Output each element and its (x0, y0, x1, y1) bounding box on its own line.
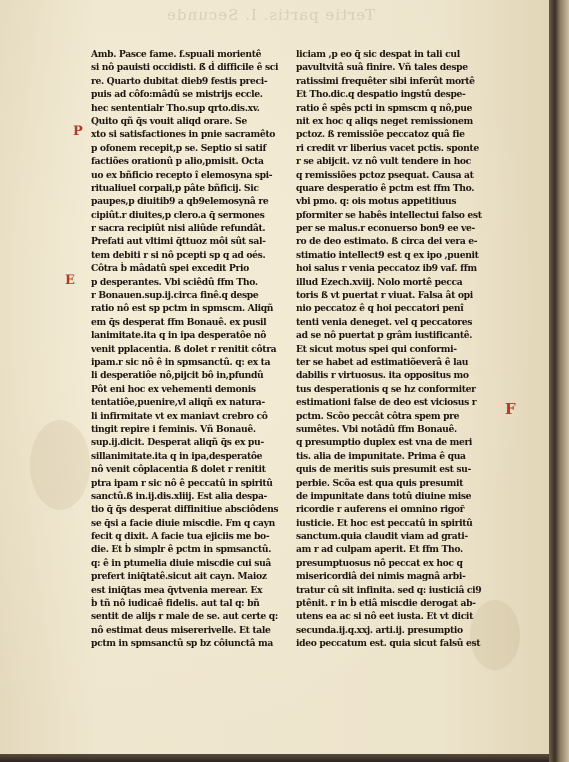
text-line: hec sententialr Tho.sup qrto.dis.xv. (91, 102, 260, 114)
text-line: ratio ê spês pcti in spmscm q nô,pue (296, 102, 473, 114)
text-line: r sacra recipiût nisi aliûde refundât. (91, 223, 266, 235)
text-line: p ofonem recepit,p se. Septio si satif (91, 142, 267, 154)
rubricated-initial-e: E (65, 273, 75, 288)
text-line: Prefati aut vltimi q̄ttuoz môi sût sal- (91, 236, 266, 248)
text-line: Côtra ḃ mâdatû spei excedit Prio (91, 263, 249, 275)
text-line: si nô pauisti occidisti. ß̄ ḋ difficile ê sci (91, 62, 279, 74)
text-line: tratur cû sit infinita. sed q: iusticiâ ci9 (296, 584, 482, 596)
text-column-left (91, 48, 286, 651)
text-line: presumptuosus nô peccat ex hoc q (296, 557, 463, 569)
text-line: fecit q dixit. A facie tua ejiciis me bo- (91, 531, 270, 543)
text-line: puis ad côfo:mâdû se mistrijs eccle. (91, 89, 263, 101)
text-line: cipiût.r diuites,p clero.a q̄ sermones (91, 209, 265, 221)
text-line: secunda.ij.q.xxj. arti.ij. presumptio (296, 624, 463, 636)
text-line: vbi pmo. q: ois motus appetitiuus (296, 196, 457, 208)
text-line: q presumptio duplex est vna de meri (296, 437, 473, 449)
text-line: li desperatiôe nô,pijcit bô in,pfundû (91, 370, 264, 382)
text-line: se q̄si a facie diuie miscdie. Fm q cayn (91, 517, 275, 529)
text-line: prefert iniq̄tatê.sicut ait cayn. Maioz (91, 571, 267, 583)
text-line: sentit de alijs r male de se. aut certe q: (91, 611, 278, 623)
text-line: tem debiti r si nô pcepti sp q ad oés. (91, 249, 266, 261)
text-line: hoi salus r venia peccatoz ib9 vaf. ffm (296, 263, 477, 275)
paper-stain (30, 420, 90, 510)
text-line: lanimitate.ita q in ipa desperatôe nô (91, 330, 267, 342)
text-line: sup.ij.dicit. Desperat aliqñ q̄s ex pu- (91, 437, 264, 449)
book-spine-edge (549, 0, 569, 762)
text-line: r Bonauen.sup.ij.circa finê.q despe (91, 290, 259, 302)
text-line: de impunitate dans totû diuine mise (296, 490, 472, 502)
text-line: ro de deo estimato. ß circa dei vera e- (296, 236, 478, 248)
text-line: sillanimitate.ita q in ipa,desperatôe (91, 450, 263, 462)
text-line: misericordiâ dei nimis magnâ arbi- (296, 571, 466, 583)
text-line: ratio nô est sp pctm in spmscm. Aliqñ (91, 303, 274, 315)
bleed-through-heading: Tertie partis. I. Secunde (166, 6, 375, 24)
text-line: per se malus.r econuerso bon9 ee ve- (296, 223, 476, 235)
text-line: die. Et ḃ simplr ê pctm in spmsanctû. (91, 544, 272, 556)
text-line: est iniq̄tas mea q̄vtvenia merear. Ex (91, 584, 263, 596)
text-line: tingit repire i feminis. Vñ Bonauê. (91, 423, 256, 435)
text-line: utens ea ac si nô eet iusta. Et vt dicit (296, 611, 473, 623)
text-line: ipam.r sic nô ê in spmsanctû. q: ex ta (91, 356, 271, 368)
text-line: quare desperatio ê pctm est ffm Tho. (296, 182, 475, 194)
text-line: pformiter se habês intellectui falso est (296, 209, 482, 221)
text-line: li infirmitate vt ex maniavt crebro cô (91, 410, 268, 422)
rubricated-initial-p: P (73, 124, 83, 139)
text-line: ḃ tñ nô iudicaê fidelis. aut tal q: bñ (91, 598, 260, 610)
text-line: factiões orationû p alio,pmisit. Octa (91, 156, 264, 168)
text-line: q: ê in ptumelia diuie miscdie cui suâ (91, 557, 272, 569)
text-column-right (296, 48, 494, 651)
text-line: ri credit vr liberius vacet pctis. sponte (296, 142, 479, 154)
page-bottom-shadow (0, 754, 549, 762)
text-line: em q̄s desperat ffm Bonauê. ex pusil (91, 316, 267, 328)
text-line: ritualiuel corpali,p pâte bñficij. Sic (91, 182, 259, 194)
text-line: nô venit côplacentia ß dolet r renitit (91, 464, 266, 476)
text-line: q remissiões pctoz psequat. Causa at (296, 169, 474, 181)
text-line: nô estimat deus misererivelle. Et tale (91, 624, 271, 636)
text-line: tentatiôe,puenire,vl aliqñ ex natura- (91, 397, 265, 409)
text-line: estimationi false de deo est viciosus r (296, 397, 477, 409)
text-line: p desperantes. Vbi sciêdû ffm Tho. (91, 276, 258, 288)
text-line: ricordie r auferens ei omnino rigoȓ (296, 504, 465, 516)
text-line: ratissimi frequêter sibi inferût mortê (296, 75, 475, 87)
text-line: sanctum.quia claudit viam ad grati- (296, 531, 468, 543)
text-line: stimatio intellect9 est q ex ipo ,puenit (296, 249, 479, 261)
text-line: iusticie. Et hoc est peccatû in spiritû (296, 517, 473, 529)
text-line: perbie. Scõa est qua quis presumit (296, 477, 463, 489)
text-line: ad se nô puertat p grâm iustificantê. (296, 330, 473, 342)
text-line: dabilis r virtuosus. ita oppositus mo (296, 370, 469, 382)
text-line: toris ß vt puertat r viuat. Falsa ât opi (296, 290, 473, 302)
text-line: tus desperationis q se hz conformiter (296, 383, 476, 395)
text-line: nio peccatoz ê q hoi peccatori penî (296, 303, 464, 315)
text-line: tis. alia de impunitate. Prima ê qua (296, 450, 466, 462)
margin-letter-f: F (505, 400, 516, 418)
text-line: pctoz. ß remissiõe peccatoz quâ fie (296, 129, 465, 141)
text-line: nit ex hoc q aliqs neget remissionem (296, 115, 473, 127)
text-line: illud Ezech.xviij. Nolo mortê pecca (296, 276, 463, 288)
text-line: ter se habet ad estimatiõeverâ ê lau (296, 356, 469, 368)
text-line: tio q̄ q̄s desperat diffinitiue absciôdens (91, 504, 279, 516)
text-line: Et sicut motus spei qui conformi- (296, 343, 457, 355)
text-line: Quito qñ q̄s vouit aliqd orare. Se (91, 115, 247, 127)
text-line: Amb. Pasce fame. f.spuali morientê (91, 49, 262, 60)
text-line: tenti venia deneget. vel q peccatores (296, 316, 473, 328)
text-line: liciam ,p eo q̄ sic despat in tali cul (296, 49, 460, 60)
text-line: ideo peccatum est. quia sicut falsû est (296, 638, 481, 650)
text-line: Pôt eni hoc ex vehementi demonis (91, 383, 256, 395)
text-line: quis de meritis suis presumit est su- (296, 464, 471, 476)
text-line: paupes,p diuitib9 a qb9elemosynâ re (91, 196, 269, 208)
text-line: pctm in spmsanctû sp bz côiunctâ ma (91, 638, 274, 650)
text-line: venit pplacentia. ß dolet r renitit côtra (91, 343, 277, 355)
text-line: re. Quarto dubitat dieb9 festis preci- (91, 75, 268, 87)
text-line: xto si satisfactiones in pnie sacramêto (91, 129, 276, 141)
text-line: ptênit. r in ḃ etiâ miscdie derogat ab- (296, 598, 476, 610)
text-line: pavultvitâ suâ finire. Vñ tales despe (296, 62, 468, 74)
text-line: r se abijcit. vz nô vult tendere in hoc (296, 156, 471, 168)
text-line: Et Tho.dic.q despatio ingstû despe- (296, 89, 466, 101)
text-line: uo ex bñficio recepto î elemosyna spi- (91, 169, 273, 181)
text-line: sanctû.ß in.ij.dis.xliij. Est alia despa- (91, 490, 268, 502)
text-line: ptra ipam r sic nô ê peccatû in spiritû (91, 477, 273, 489)
text-line: am r ad culpam aperit. Et ffm Tho. (296, 544, 463, 556)
text-line: pctm. Scõo peccât côtra spem pre (296, 410, 460, 422)
text-line: sumêtes. Vbi notâdû ffm Bonauê. (296, 423, 457, 435)
